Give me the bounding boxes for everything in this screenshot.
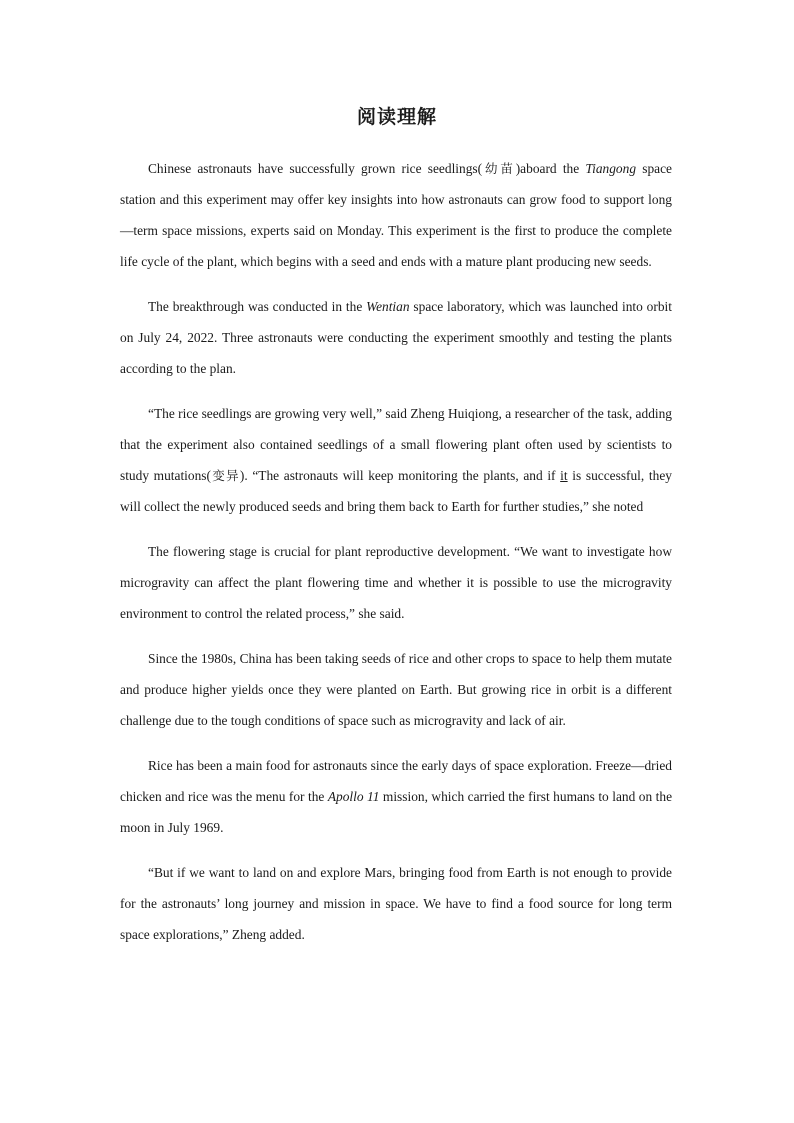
text-run: Wentian — [366, 299, 410, 314]
text-run: Apollo 11 — [327, 789, 380, 804]
text-run: “But if we want to land on and explore Mars, bringing food from Earth is not enough to provide for the astronauts’ long journey and mission in space. We have to find a food source for long term space explorations,” Zheng added. — [120, 865, 672, 942]
text-run: The flowering stage is crucial for plant reproductive development. “We want to investigate how microgravity can affect the plant flowering time and whether it is possible to use the microgravity environment to control the related process,” she said. — [120, 544, 672, 621]
text-run: 变异 — [210, 468, 240, 483]
paragraph-2 — [120, 291, 672, 384]
paragraph-1 — [120, 153, 672, 277]
text-run: The breakthrough was conducted in the — [148, 299, 367, 314]
text-run: is successful, they will collect the newly produced seeds and bring them back to Earth for further studies,” she noted — [120, 468, 672, 514]
text-run: ). “The astronauts will keep monitoring the plants, and if — [239, 468, 561, 483]
paragraph-5 — [120, 643, 672, 736]
paragraph-7 — [120, 857, 672, 950]
text-run: Rice has been a main food for astronauts since the early days of space exploration. Freeze—dried chicken and rice was the menu for the — [120, 758, 672, 804]
document-title: 阅读理解 — [356, 106, 437, 128]
text-run: it — [560, 468, 568, 483]
text-run: 幼苗 — [482, 161, 516, 176]
paragraph-4 — [120, 536, 672, 629]
article-body — [120, 153, 672, 964]
text-run: Chinese astronauts have successfully grown rice seedlings( — [148, 161, 483, 176]
text-run: space station and this experiment may offer key insights into how astronauts can grow food to support long—term space missions, experts said on Monday. This experiment is the first to produce the complete life cycle of the plant, which begins with a seed and ends with a mature plant producing new seeds. — [120, 161, 672, 269]
paragraph-3 — [120, 398, 672, 522]
text-run: Tiangong — [585, 161, 637, 176]
text-run: mission, which carried the first humans to land on the moon in July 1969. — [120, 789, 673, 835]
paragraph-6 — [120, 750, 672, 843]
text-run: “The rice seedlings are growing very well,” said Zheng Huiqiong, a researcher of the task, adding that the experiment also contained seedlings of a small flowering plant often used by scientists to study mutations( — [120, 406, 672, 483]
text-run: Since the 1980s, China has been taking seeds of rice and other crops to space to help them mutate and produce higher yields once they were planted on Earth. But growing rice in orbit is a different challenge due to the tough conditions of space such as microgravity and lack of air. — [120, 651, 672, 728]
text-run: space laboratory, which was launched into orbit on July 24, 2022. Three astronauts were conducting the experiment smoothly and testing the plants according to the plan. — [120, 299, 672, 376]
text-run: )aboard the — [515, 161, 586, 176]
